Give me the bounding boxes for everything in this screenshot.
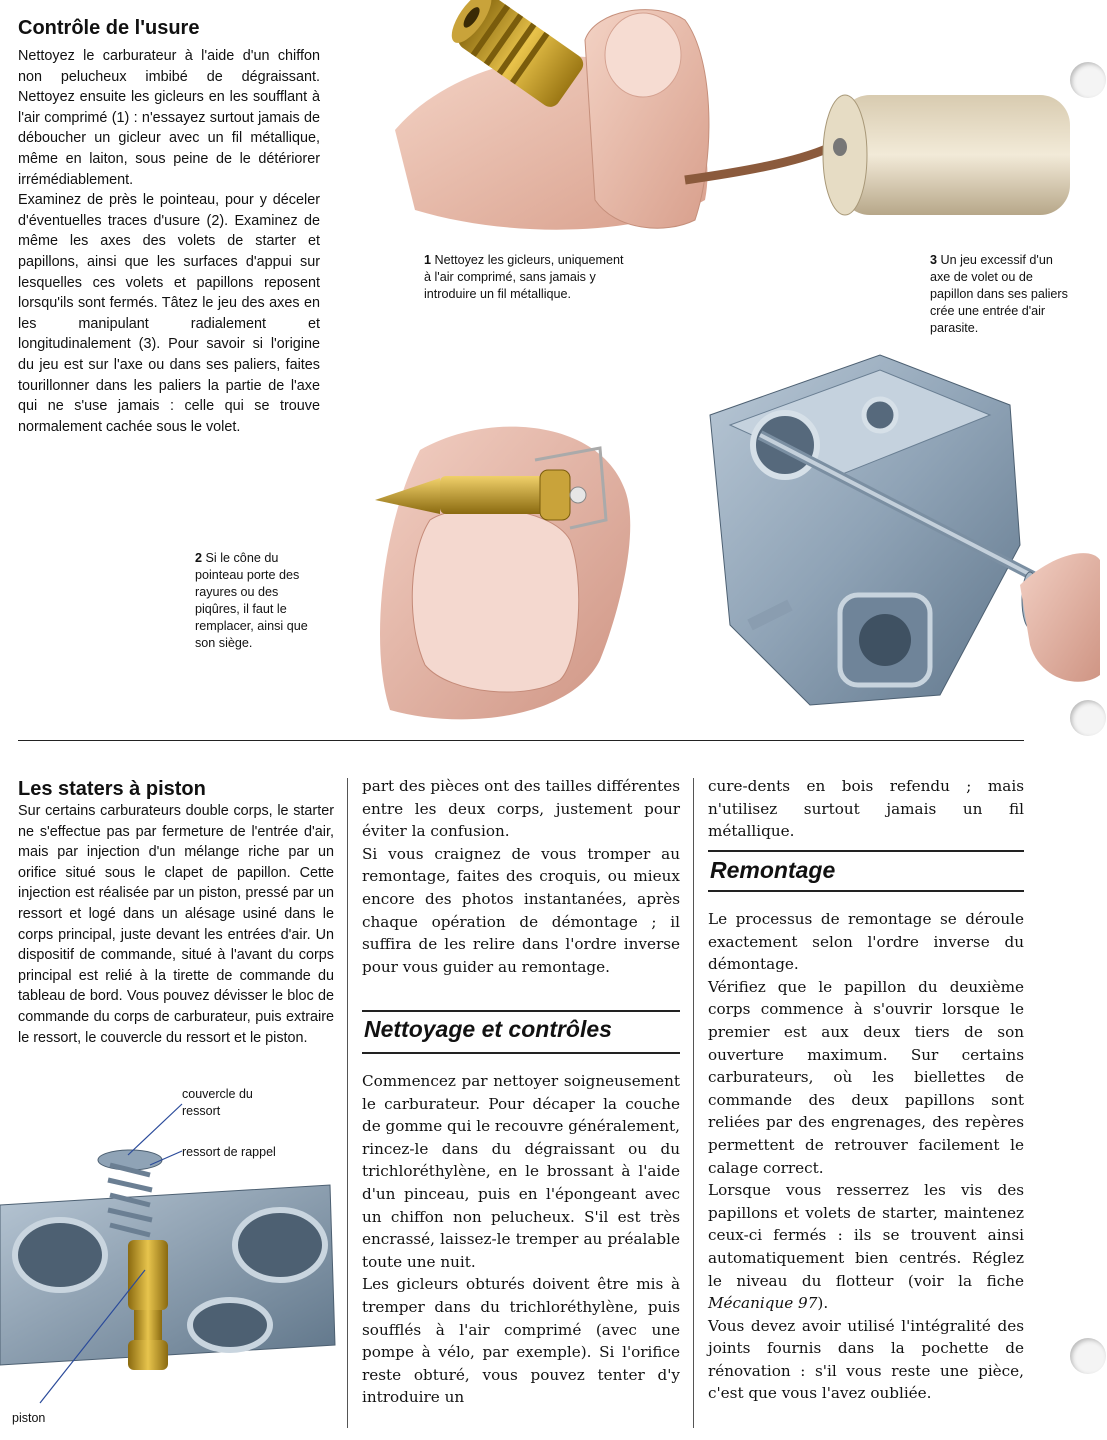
title-rule [362,1010,680,1012]
column-divider [693,778,694,1428]
caption-text: Un jeu excessif d'un axe de volet ou de papillon dans ses paliers crée une entrée d'air parasite. [930,253,1068,335]
section-title-nettoyage: Nettoyage et contrôles [364,1016,612,1042]
section-title-controle: Contrôle de l'usure [18,17,200,39]
punch-hole [1070,62,1106,98]
paragraph: Vérifiez que le papillon du deuxième corps commence à s'ouvrir lorsque le premier est aux deux tiers de son ouverture maximum. Sur certains carburateurs, où les biellettes de commande des deux papillons sont reliées par des engrenages, des repères permettent de retrouver facilement le calage correct. [708,977,1024,1177]
paragraph: Le processus de remontage se déroule exactement selon l'ordre inverse du démontage. [708,910,1024,974]
text-block-middle-bottom [362,1070,680,1409]
caption-number: 1 [424,253,432,267]
caption-text: Si le cône du pointeau porte des rayures ou des piqûres, il faut le remplacer, ainsi que son siège. [195,551,308,650]
illustration-piston-starter [0,1085,340,1435]
caption-number: 2 [195,551,203,565]
paragraph: Vous devez avoir utilisé l'intégralité des joints fournis dans la pochette de rénovation : s'il vous reste une pièce, c'est que vous l'avez oubliée. [708,1316,1024,1403]
label-couvercle: couvercle du ressort [182,1087,253,1118]
title-rule [362,1052,680,1054]
paragraph: Nettoyez le carburateur à l'aide d'un chiffon non pelucheux imbibé de dégraissant. Nettoyez ensuite les gicleurs en les soufflant à l'air comprimé (1) : n'essayez surtout jamais de déboucher un gicleur avec un fil métallique, même en laiton, sous peine de le détériorer irrémédiablement. [18,48,320,188]
column-divider [347,778,348,1428]
caption-1 [424,252,624,303]
paragraph [708,1179,1024,1315]
text-block-controle [18,46,320,437]
title-rule [708,850,1024,852]
paragraph: Les gicleurs obturés doivent être mis à tremper dans du trichloréthylène, puis soufflés à l'air comprimé (avec une pompe à vélo, par exemple). Si l'orifice reste obturé, vous pouvez tenter d'y introduire un [362,1275,680,1407]
paragraph: Examinez de près le pointeau, pour y déceler d'éventuelles traces d'usure (2). Examinez de même les axes des volets de starter et papillons, ainsi que les surfaces d'appui sur lesquelles ces volets et papillons reposent lorsqu'ils sont fermés. Tâtez le jeu des axes en les manipulant radialement et longitudinalement (3). Pour savoir si l'origine du jeu est sur l'axe ou dans ses paliers, faites tourillonner dans les paliers la partie de l'axe qui ne s'use jamais : celle qui se trouve normalement cachée sous le volet. [18,192,320,435]
title-rule [708,890,1024,892]
paragraph-staters: Sur certains carburateurs double corps, le starter ne s'effectue pas par fermeture de l'entrée d'air, mais par injection d'un mélange riche par un orifice situé sous le clapet de papillon. Cette injection est réalisée par un piston, pressé par un ressort et logé dans un alésage usiné dans le corps principal, juste devant les entrées d'air. Un dispositif de commande, situé à l'avant du corps principal est relié à la tirette de commande du tableau de bord. Vous pouvez dévisser le bloc de commande du corps de carburateur, puis extraire le ressort, le couvercle du ressort et le piston. [18,803,334,1046]
punch-hole [1070,700,1106,736]
text-span: ). [817,1294,829,1313]
text-block-remontage [708,908,1024,1405]
caption-number: 3 [930,253,938,267]
paragraph: Commencez par nettoyer soigneusement le carburateur. Pour décaper la couche de gomme qui le recouvre généralement, rincez-le dans du dégraissant ou du trichloréthylène, en le brossant à l'aide d'un pinceau, puis en l'épongeant avec un chiffon non pelucheux. S'il est très encrassé, laissez-le tremper au préalable toute une nuit. [362,1072,680,1271]
paragraph: Si vous craignez de vous tromper au remontage, faites des croquis, ou mieux encore des photos instantanées, après chaque opération de démontage ; il suffira de les relire dans l'ordre inverse pour vous guider au remontage. [362,844,680,976]
label-piston: piston [12,1411,46,1425]
illustration-carburettor-axis [690,345,1100,735]
text-block-middle-top [362,775,680,978]
reference-emphasis: Mécanique 97 [708,1294,818,1313]
paragraph-right-top: cure-dents en bois refendu ; mais n'utilisez surtout jamais un fil métallique. [708,777,1024,841]
caption-text: Nettoyez les gicleurs, uniquement à l'air comprimé, sans jamais y introduire un fil métallique. [424,253,624,301]
punch-hole [1070,1338,1106,1374]
section-title-staters: Les staters à piston [18,778,206,800]
illustration-needle-valve [370,410,640,730]
caption-2 [195,550,325,652]
label-ressort: ressort de rappel [182,1145,276,1159]
section-title-remontage: Remontage [710,857,836,883]
section-divider [18,740,1024,741]
paragraph: part des pièces ont des tailles différentes entre les deux corps, justement pour éviter la confusion. [362,777,680,841]
illustration-jet-cleaning [395,0,1095,245]
caption-3 [930,252,1070,337]
text-span: Lorsque vous resserrez les vis des papillons et volets de starter, maintenez ceux-ci fermés : ils se trouvent ainsi automatiquement bien centrés. Réglez le niveau du flotteur (voir la fiche [708,1181,1024,1290]
